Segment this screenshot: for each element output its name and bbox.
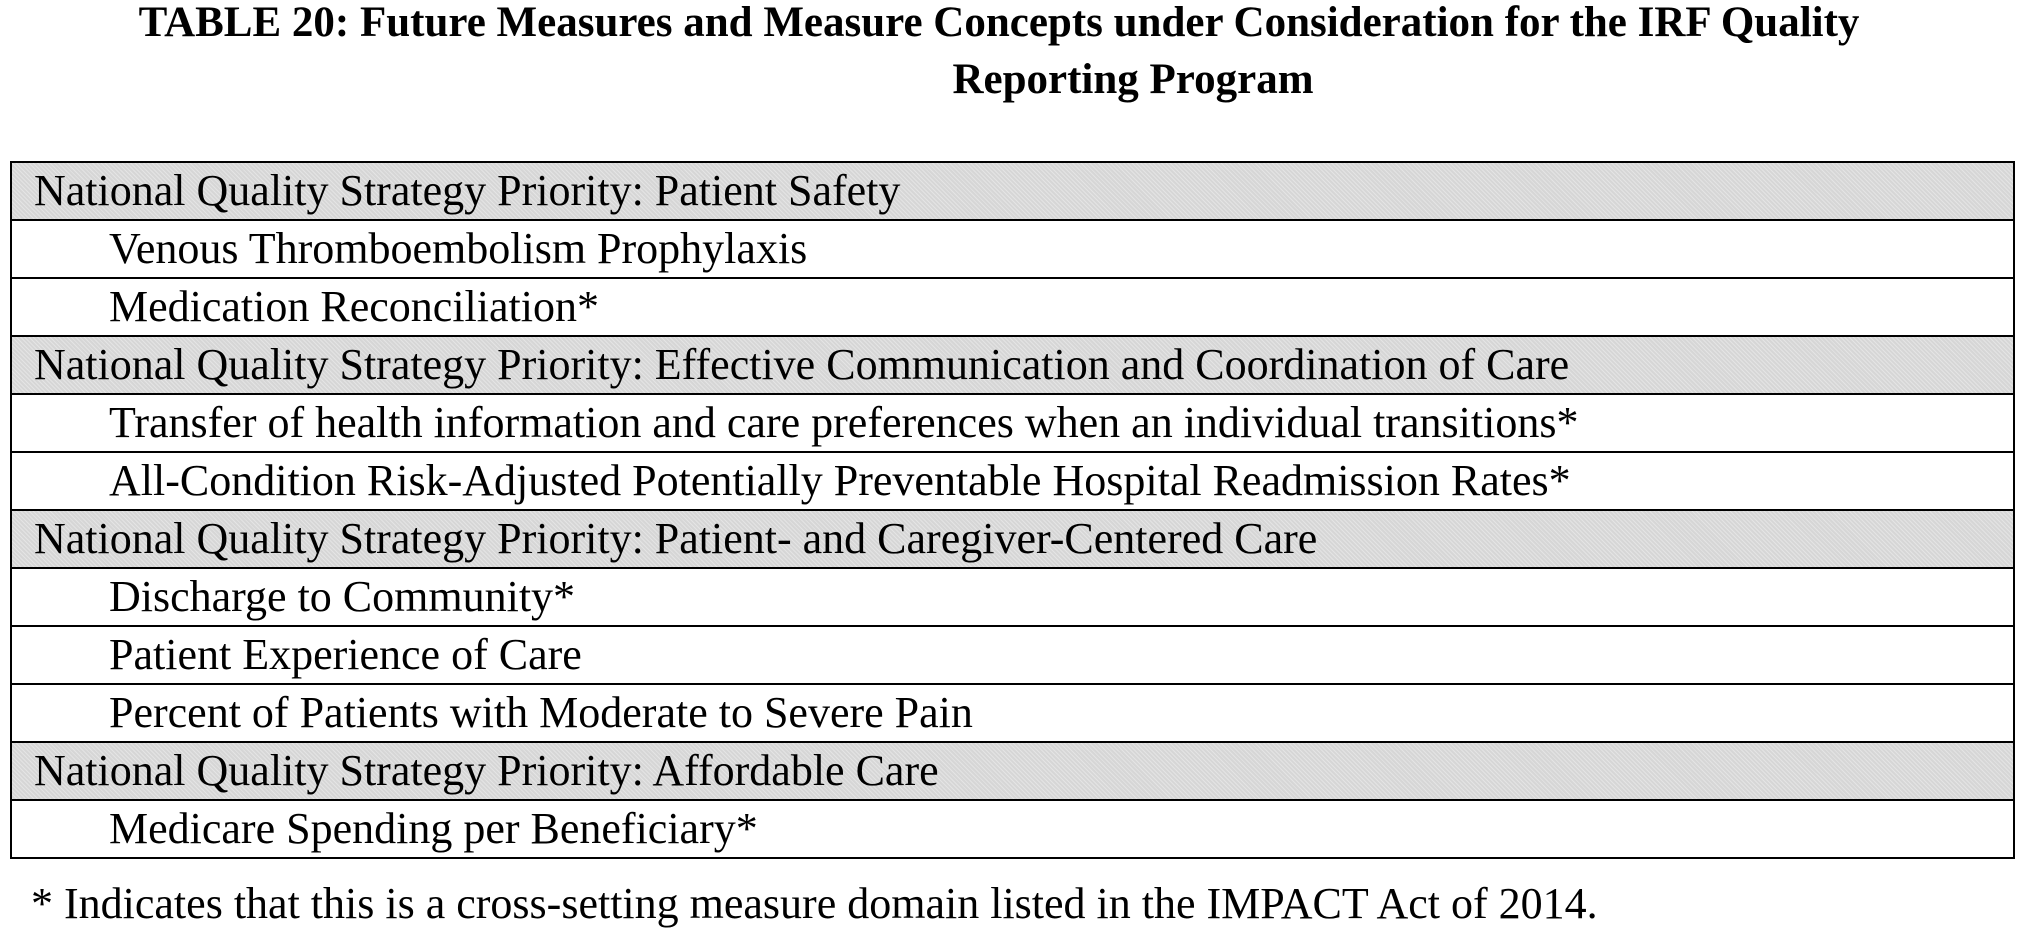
measure-row [11,394,2014,452]
measure-cell: Percent of Patients with Moderate to Severe Pain [11,684,2014,742]
measure-row [11,278,2014,336]
priority-row-communication [11,336,2014,394]
measure-cell: Medication Reconciliation* [11,278,2014,336]
priority-cell: National Quality Strategy Priority: Effective Communication and Coordination of Care [11,336,2014,394]
priority-row-patient-centered [11,510,2014,568]
table-title [0,0,2022,108]
measure-row [11,220,2014,278]
measure-row [11,684,2014,742]
table-title-line-2: Reporting Program [952,56,1314,103]
priority-cell: National Quality Strategy Priority: Patient- and Caregiver-Centered Care [11,510,2014,568]
priority-row-affordable-care [11,742,2014,800]
priority-row-patient-safety [11,162,2014,220]
measures-table [10,161,2015,859]
measure-cell: Patient Experience of Care [11,626,2014,684]
table-footnote: * Indicates that this is a cross-setting measure domain listed in the IMPACT Act of 2014. [31,879,1598,928]
measure-row [11,568,2014,626]
table-title-line-1: TABLE 20: Future Measures and Measure Concepts under Consideration for the IRF Quality [138,0,1860,46]
measure-cell: Medicare Spending per Beneficiary* [11,800,2014,858]
measure-cell: All-Condition Risk-Adjusted Potentially Preventable Hospital Readmission Rates* [11,452,2014,510]
measure-cell: Discharge to Community* [11,568,2014,626]
priority-cell: National Quality Strategy Priority: Affordable Care [11,742,2014,800]
priority-cell: National Quality Strategy Priority: Patient Safety [11,162,2014,220]
measure-row [11,452,2014,510]
measure-cell: Transfer of health information and care preferences when an individual transitions* [11,394,2014,452]
measure-row [11,626,2014,684]
measure-cell: Venous Thromboembolism Prophylaxis [11,220,2014,278]
measure-row [11,800,2014,858]
